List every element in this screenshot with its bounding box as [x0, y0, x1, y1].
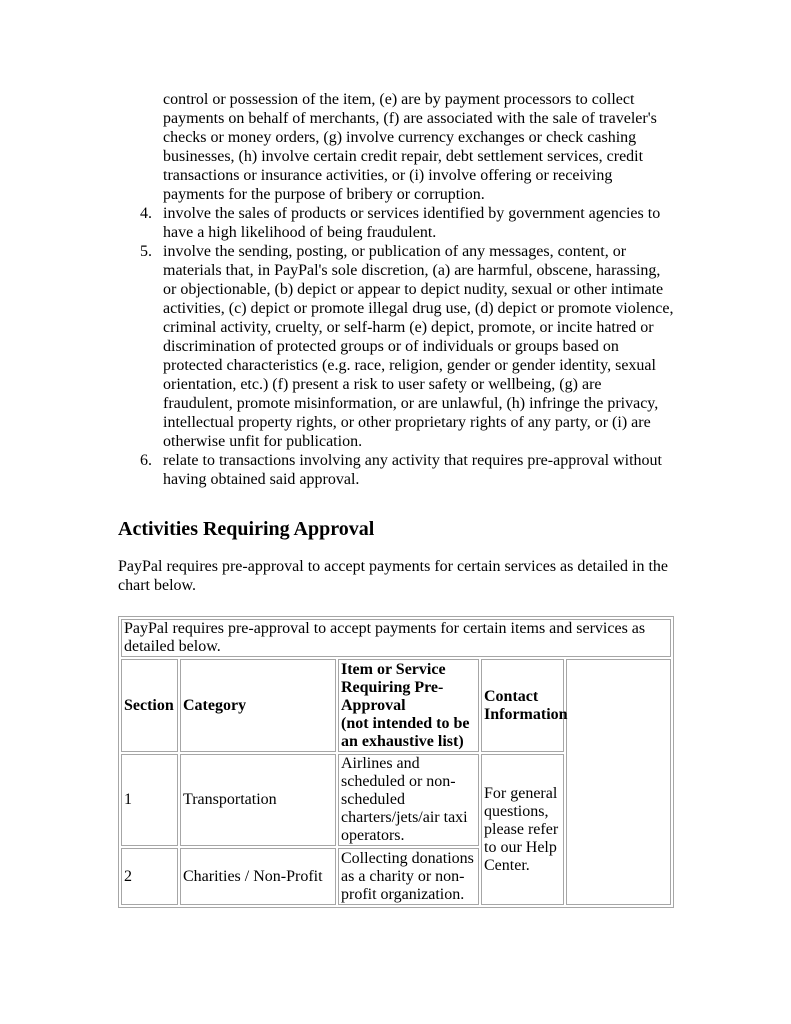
list-item-continuation-text: control or possession of the item, (e) are by payment processors to collect payments on behalf of merchants, (f) are associated with the sale of traveler's checks or money orders, (g) involve currency exchanges or check cashing businesses, (h) involve certain credit repair, debt settlement services, credit transactions or insurance activities, or (i) involve offering or receiving payments for the purpose of bribery or corruption. [163, 91, 657, 203]
list-item-number: 4. [140, 205, 152, 222]
column-header-section: Section [121, 659, 178, 752]
list-item-text: relate to transactions involving any activity that requires pre-approval without having obtained said approval. [163, 452, 662, 488]
column-header-item-label: Item or Service Requiring Pre-Approval [341, 660, 446, 714]
section-heading-activities-requiring-approval: Activities Requiring Approval [118, 518, 375, 540]
table-header-row [121, 659, 671, 752]
column-header-item-note: (not intended to be an exhaustive list) [341, 714, 470, 750]
list-item [118, 242, 674, 451]
column-header-contact-information: Contact Information [481, 659, 564, 752]
cell-item-description: Collecting donations as a charity or non-profit organization. [338, 848, 479, 905]
cell-category: Transportation [180, 754, 336, 846]
table-caption: PayPal requires pre-approval to accept payments for certain items and services as detailed below. [121, 619, 671, 657]
intro-paragraph: PayPal requires pre-approval to accept payments for certain services as detailed in the chart below. [118, 558, 668, 594]
list-item-number: 5. [140, 243, 152, 260]
table-caption-row [121, 619, 671, 657]
list-item-text: involve the sales of products or services identified by government agencies to have a high likelihood of being fraudulent. [163, 205, 661, 241]
cell-section-number: 1 [121, 754, 178, 846]
cell-item-description: Airlines and scheduled or non-scheduled charters/jets/air taxi operators. [338, 754, 479, 846]
cell-category: Charities / Non-Profit [180, 848, 336, 905]
cell-contact-information: For general questions, please refer to our Help Center. [481, 754, 564, 905]
list-item [118, 451, 674, 489]
prohibited-activities-list-block [118, 90, 674, 489]
column-header-category: Category [180, 659, 336, 752]
list-item-text: involve the sending, posting, or publication of any messages, content, or materials that, in PayPal's sole discretion, (a) are harmful, obscene, harassing, or objectionable, (b) depict or appear to depict nudity, sexual or other intimate activities, (c) depict or promote illegal drug use, (d) depict or promote violence, criminal activity, cruelty, or self-harm (e) depict, promote, or incite hatred or discrimination of protected groups or of individuals or groups based on protected characteristics (e.g. race, religion, gender or gender identity, sexual orientation, etc.) (f) present a risk to user safety or wellbeing, (g) are fraudulent, promote misinformation, or are unlawful, (h) infringe the privacy, intellectual property rights, or other proprietary rights of any party, or (i) are otherwise unfit for publication. [163, 243, 674, 450]
column-header-item-or-service [338, 659, 479, 752]
table-empty-column [566, 659, 671, 905]
pre-approval-table-container [118, 616, 674, 908]
list-item [118, 204, 674, 242]
cell-section-number: 2 [121, 848, 178, 905]
pre-approval-table [118, 616, 674, 908]
list-item-number: 6. [140, 452, 152, 469]
